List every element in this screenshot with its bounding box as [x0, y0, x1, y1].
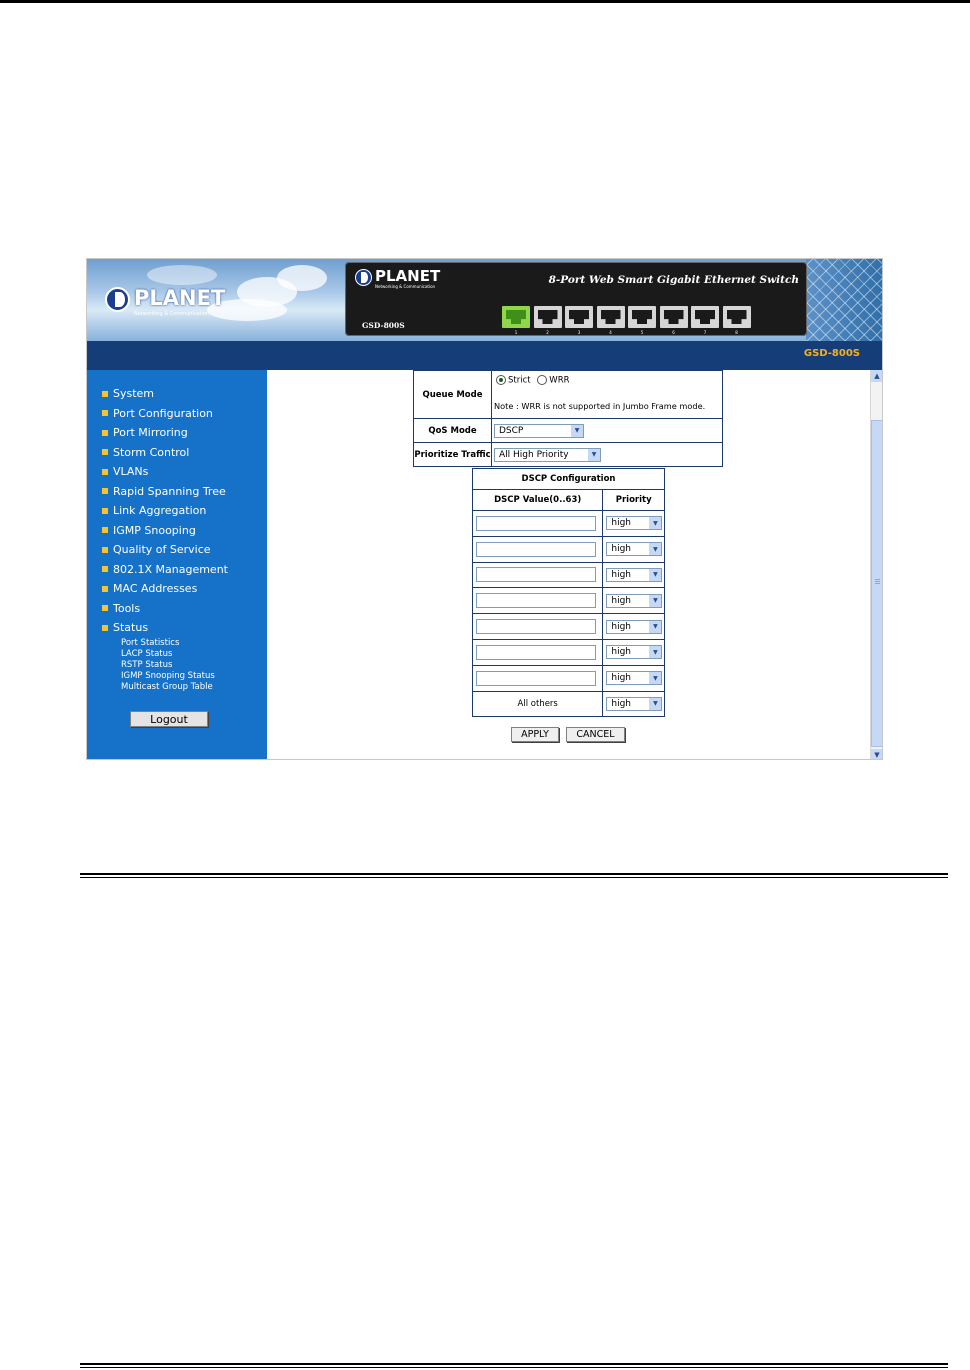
- scroll-thumb[interactable]: [871, 420, 883, 747]
- chevron-down-icon: ▼: [649, 595, 661, 607]
- logo-tagline: Networking & Communication: [134, 311, 210, 317]
- grip-icon: [875, 579, 880, 584]
- bullet-icon: [102, 391, 108, 397]
- port-number: 8: [735, 330, 738, 335]
- section-rule: [80, 873, 948, 875]
- bullet-icon: [102, 625, 108, 631]
- priority-value: high: [611, 621, 632, 632]
- qos-mode-value: DSCP: [499, 425, 524, 436]
- sidebar-item[interactable]: [102, 521, 228, 541]
- dscp-all-others-row: [473, 691, 665, 717]
- status-submenu: [121, 638, 215, 693]
- dscp-row: [473, 588, 665, 614]
- priority-select[interactable]: [606, 671, 662, 685]
- priority-cell: [603, 588, 665, 614]
- dscp-value-cell: [473, 588, 603, 614]
- bullet-icon: [102, 605, 108, 611]
- dscp-row: [473, 536, 665, 562]
- port-socket: [664, 310, 684, 324]
- port-socket: [695, 310, 715, 324]
- wrr-radio[interactable]: [537, 375, 547, 385]
- priority-cell: [603, 614, 665, 640]
- banner: [87, 259, 883, 341]
- bullet-icon: [102, 527, 108, 533]
- chevron-down-icon: ▼: [649, 543, 661, 555]
- status-submenu-item[interactable]: Multicast Group Table: [121, 682, 213, 692]
- ethernet-port-icon: [597, 306, 625, 328]
- header-bar: [87, 341, 883, 370]
- dscp-config-title: DSCP Configuration: [473, 469, 665, 490]
- model-label: GSD-800S: [803, 348, 860, 359]
- dscp-config-table: [472, 468, 665, 717]
- port-number: 3: [577, 330, 581, 335]
- status-submenu-item[interactable]: LACP Status: [121, 649, 173, 659]
- sidebar-item-label: 802.1X Management: [113, 562, 228, 576]
- cloud-decoration: [147, 265, 217, 285]
- footer-rule: [80, 1367, 948, 1368]
- all-others-label: All others: [473, 691, 603, 717]
- sidebar: [87, 370, 267, 760]
- sidebar-item-label: Rapid Spanning Tree: [113, 484, 226, 498]
- priority-cell: [603, 536, 665, 562]
- dscp-value-cell: [473, 511, 603, 537]
- port-socket: [601, 310, 621, 324]
- sidebar-item-label: Quality of Service: [113, 543, 211, 557]
- port-number: 2: [546, 330, 549, 335]
- dscp-row: [473, 614, 665, 640]
- priority-cell: [603, 511, 665, 537]
- bullet-icon: [102, 488, 108, 494]
- status-submenu-item[interactable]: Port Statistics: [121, 638, 180, 648]
- priority-cell: [603, 665, 665, 691]
- bullet-icon: [102, 430, 108, 436]
- dscp-value-input[interactable]: [476, 645, 596, 660]
- sidebar-item[interactable]: [102, 462, 228, 482]
- dscp-value-cell: [473, 639, 603, 665]
- ethernet-port-icon: [565, 306, 593, 328]
- device-title: 8-Port Web Smart Gigabit Ethernet Switch: [548, 274, 799, 286]
- section-rule: [80, 877, 948, 878]
- ethernet-port-icon: [660, 306, 688, 328]
- sidebar-item[interactable]: [102, 540, 228, 560]
- sidebar-item-label: IGMP Snooping: [113, 523, 196, 537]
- logo-text: PLANET: [134, 286, 226, 310]
- bullet-icon: [102, 586, 108, 592]
- priority-value: high: [611, 698, 632, 709]
- sidebar-item[interactable]: [102, 560, 228, 580]
- apply-button[interactable]: APPLY: [511, 727, 559, 742]
- priority-cell: [603, 639, 665, 665]
- dscp-value-cell: [473, 614, 603, 640]
- port-socket: [569, 310, 589, 324]
- priority-value: high: [611, 595, 632, 606]
- ethernet-port-icon: [628, 306, 656, 328]
- prioritize-traffic-cell: [492, 443, 723, 467]
- footer-rule: [80, 1363, 948, 1365]
- cancel-button[interactable]: CANCEL: [566, 727, 625, 742]
- port-socket: [506, 310, 526, 324]
- dscp-row: [473, 511, 665, 537]
- chevron-down-icon: ▼: [649, 621, 661, 633]
- strict-label: Strict: [508, 375, 531, 386]
- grid-globe-decoration: [806, 259, 883, 341]
- priority-value: high: [611, 544, 632, 555]
- priority-value: high: [611, 569, 632, 580]
- sidebar-item[interactable]: [102, 579, 228, 599]
- sidebar-item[interactable]: [102, 404, 228, 424]
- port-number: 6: [672, 330, 675, 335]
- dscp-value-input[interactable]: [476, 593, 596, 608]
- bullet-icon: [102, 410, 108, 416]
- ethernet-port-icon: [534, 306, 562, 328]
- ethernet-port-icon: [502, 306, 530, 328]
- sidebar-item-label: VLANs: [113, 465, 149, 479]
- priority-header: Priority: [603, 490, 665, 511]
- all-others-priority-select[interactable]: [606, 697, 662, 711]
- vertical-scrollbar[interactable]: [870, 370, 883, 760]
- scroll-down-icon[interactable]: ▼: [871, 749, 883, 760]
- sidebar-item-label: Status: [113, 621, 149, 635]
- dscp-value-header: DSCP Value(0..63): [473, 490, 603, 511]
- priority-select[interactable]: [606, 542, 662, 556]
- dscp-value-input[interactable]: [476, 619, 596, 634]
- qos-mode-cell: [492, 419, 723, 443]
- dscp-row: [473, 639, 665, 665]
- chevron-down-icon: ▼: [649, 517, 661, 529]
- queue-mode-cell: [492, 371, 723, 419]
- priority-cell: [603, 691, 665, 717]
- chevron-down-icon: ▼: [649, 672, 661, 684]
- sidebar-menu: [102, 384, 228, 638]
- chevron-down-icon: ▼: [571, 425, 583, 437]
- jumbo-frame-note: Note : WRR is not supported in Jumbo Frame mode.: [494, 400, 706, 411]
- web-ui-screenshot: [86, 258, 883, 760]
- priority-cell: [603, 562, 665, 588]
- sidebar-item[interactable]: [102, 482, 228, 502]
- dscp-value-input[interactable]: [476, 542, 596, 557]
- dscp-row: [473, 665, 665, 691]
- dscp-value-cell: [473, 536, 603, 562]
- prioritize-traffic-value: All High Priority: [499, 449, 569, 460]
- dscp-value-cell: [473, 665, 603, 691]
- priority-value: high: [611, 518, 632, 529]
- dscp-value-input[interactable]: [476, 516, 596, 531]
- priority-select[interactable]: [606, 645, 662, 659]
- port-number: 4: [609, 330, 612, 335]
- device-logo-tagline: Networking & Communication: [375, 284, 436, 289]
- port-number: 7: [703, 330, 707, 335]
- bullet-icon: [102, 449, 108, 455]
- cloud-decoration: [277, 265, 327, 291]
- device-logo-icon: [355, 269, 372, 286]
- device-model: GSD-800S: [362, 321, 405, 330]
- port-socket: [727, 310, 747, 324]
- qos-mode-select[interactable]: [494, 424, 584, 438]
- chevron-down-icon: ▼: [588, 449, 600, 461]
- dscp-row: [473, 562, 665, 588]
- port-socket: [632, 310, 652, 324]
- bullet-icon: [102, 469, 108, 475]
- prioritize-traffic-select[interactable]: [494, 448, 601, 462]
- logout-button[interactable]: Logout: [130, 711, 208, 727]
- dscp-value-input[interactable]: [476, 671, 596, 686]
- priority-value: high: [611, 647, 632, 658]
- status-submenu-item[interactable]: IGMP Snooping Status: [121, 671, 215, 681]
- sidebar-item[interactable]: [102, 599, 228, 619]
- sidebar-item[interactable]: [102, 384, 228, 404]
- priority-select[interactable]: [606, 594, 662, 608]
- dscp-value-cell: [473, 562, 603, 588]
- planet-logo: [105, 287, 235, 321]
- sidebar-item-label: Tools: [113, 601, 141, 615]
- planet-logo-icon: [105, 287, 130, 312]
- sidebar-item[interactable]: [102, 618, 228, 638]
- qos-settings-table: [413, 370, 723, 467]
- priority-select[interactable]: [606, 568, 662, 582]
- status-submenu-item[interactable]: RSTP Status: [121, 660, 173, 670]
- device-logo: [355, 269, 445, 289]
- chevron-down-icon: ▼: [649, 569, 661, 581]
- ethernet-port-icon: [723, 306, 751, 328]
- qos-mode-label: QoS Mode: [414, 419, 492, 443]
- bullet-icon: [102, 566, 108, 572]
- device-logo-text: PLANET: [375, 267, 441, 285]
- sidebar-item-label: MAC Addresses: [113, 582, 198, 596]
- sidebar-item[interactable]: [102, 443, 228, 463]
- queue-mode-label: Queue Mode: [414, 371, 492, 419]
- port-socket: [538, 310, 558, 324]
- sidebar-item-label: Storm Control: [113, 445, 190, 459]
- prioritize-traffic-label: Prioritize Traffic: [414, 443, 492, 467]
- priority-value: high: [611, 673, 632, 684]
- ethernet-port-icon: [691, 306, 719, 328]
- port-number: 1: [514, 330, 518, 335]
- main-content: [267, 370, 870, 760]
- chevron-down-icon: ▼: [649, 646, 661, 658]
- sidebar-item[interactable]: [102, 501, 228, 521]
- port-panel: [502, 306, 754, 334]
- sidebar-item-label: Link Aggregation: [113, 504, 207, 518]
- bullet-icon: [102, 508, 108, 514]
- sidebar-item-label: Port Mirroring: [113, 426, 188, 440]
- switch-device-image: [345, 262, 807, 336]
- sidebar-item[interactable]: [102, 423, 228, 443]
- strict-radio[interactable]: [496, 375, 506, 385]
- sidebar-item-label: System: [113, 387, 155, 401]
- page-top-rule: [0, 0, 970, 3]
- priority-select[interactable]: [606, 516, 662, 530]
- scroll-up-icon[interactable]: ▲: [871, 370, 883, 382]
- sidebar-item-label: Port Configuration: [113, 406, 213, 420]
- wrr-label: WRR: [549, 375, 570, 386]
- priority-select[interactable]: [606, 620, 662, 634]
- dscp-value-input[interactable]: [476, 567, 596, 582]
- chevron-down-icon: ▼: [649, 698, 661, 710]
- bullet-icon: [102, 547, 108, 553]
- port-number: 5: [640, 330, 644, 335]
